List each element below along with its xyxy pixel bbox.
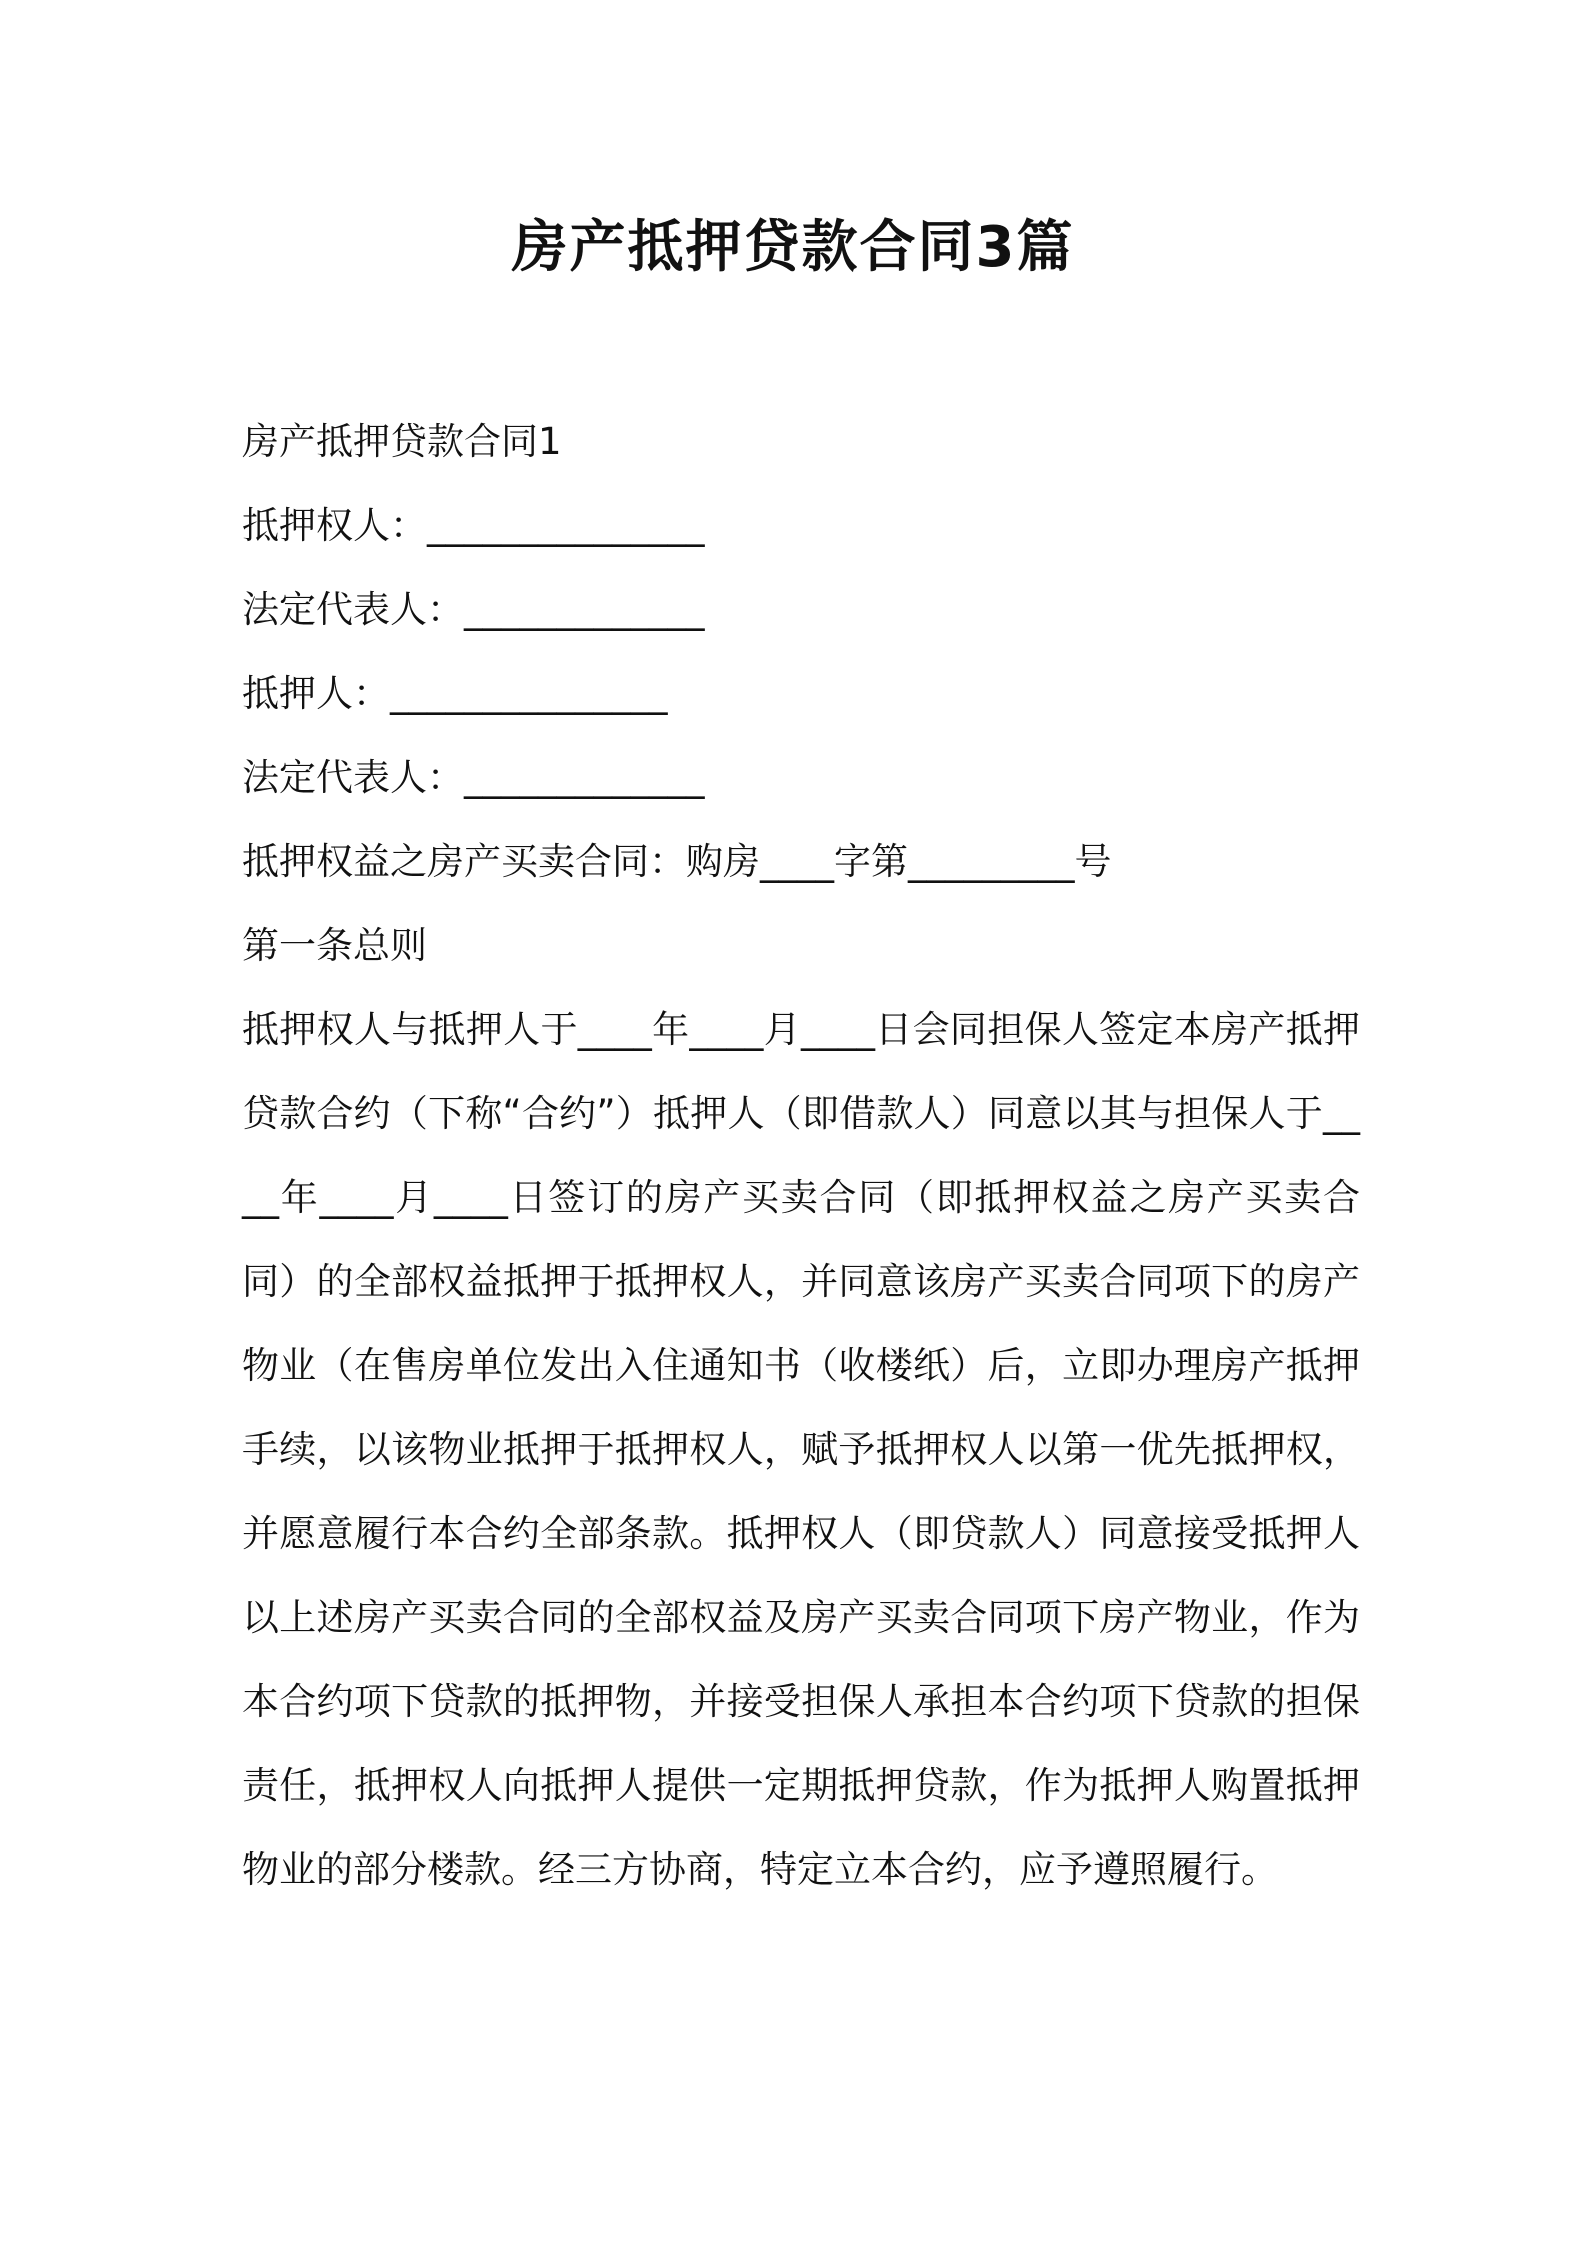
field-mortgagee: 抵押权人：_______________ [242,504,705,547]
field-mortgagee-legal-rep: 法定代表人：_____________ [242,588,705,631]
document-title: 房产抵押贷款合同3篇 [511,215,1075,280]
field-mortgagor-legal-rep: 法定代表人：_____________ [242,756,705,799]
body-paragraph: 抵押权人与抵押人于____年____月____日会同担保人签定本房产抵押贷款合约（下称“合约”）抵押人（即借款人）同意以其与担保人于____年____月____日签订的房产买卖合同（即抵押权益之房产买卖合同）的全部权益抵押于抵押权人，并同意该房产买卖合同项下的房产物业（在售房单位发出入住通知书（收楼纸）后，立即办理房产抵押手续，以该物业抵押于抵押权人，赋予抵押权人以第一优先抵押权，并愿意履行本合约全部条款。抵押权人（即贷款人）同意接受抵押人以上述房产买卖合同的全部权益及房产买卖合同项下房产物业，作为本合约项下贷款的抵押物，并接受担保人承担本合约项下贷款的担保责任，抵押权人向抵押人提供一定期抵押贷款，作为抵押人购置抵押物业的部分楼款。经三方协商，特定立本合约，应予遵照履行。 [242,1008,1360,1891]
field-mortgagor: 抵押人：_______________ [242,672,668,715]
section-heading: 第一条总则 [242,924,427,967]
field-purchase-contract: 抵押权益之房产买卖合同：购房____字第_________号 [242,840,1112,883]
contract-subtitle: 房产抵押贷款合同1 [242,420,562,463]
document-body [242,400,1360,1912]
